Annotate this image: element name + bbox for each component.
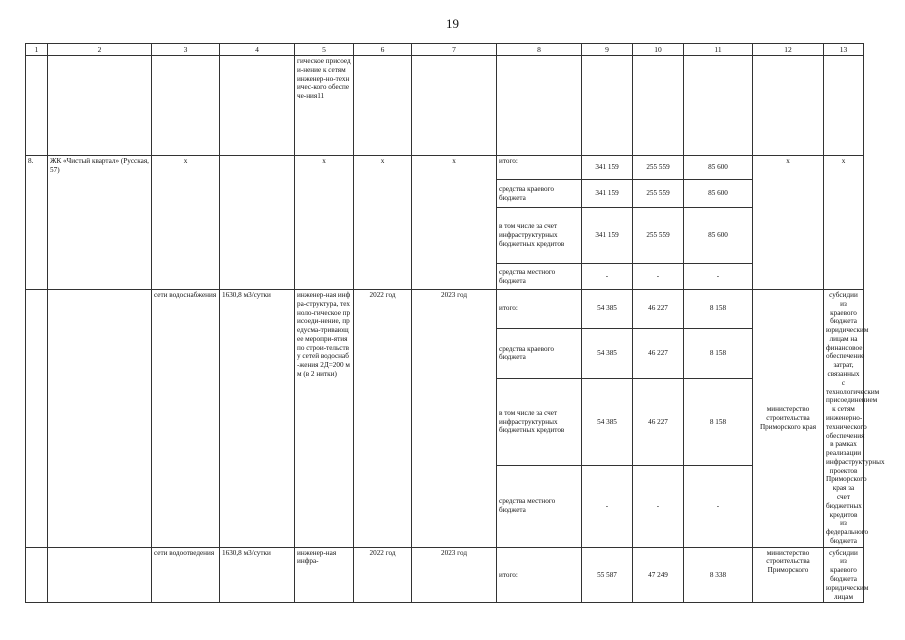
header-cell: 8: [497, 44, 582, 56]
item-col6: х: [354, 156, 412, 290]
fin-value-9: 341 159: [582, 156, 633, 180]
fin-label: в том числе за счет инфраструктурных бюджетных кредитов: [497, 208, 582, 264]
fin-value-10: 46 227: [633, 290, 684, 329]
fin-value-10: -: [633, 264, 684, 290]
item-col12: х: [753, 156, 824, 290]
header-cell: 9: [582, 44, 633, 56]
water-network-name: сети водоснабжения: [152, 290, 220, 548]
fin-label: средства местного бюджета: [497, 264, 582, 290]
header-cell: 5: [295, 44, 354, 56]
sewer-end-year: 2023 год: [412, 547, 497, 603]
header-row: [26, 44, 864, 56]
fin-value-10: 255 559: [633, 156, 684, 180]
fin-value-9: 55 587: [582, 547, 633, 603]
fin-label: средства краевого бюджета: [497, 328, 582, 379]
fin-value-9: -: [582, 264, 633, 290]
item-number: 8.: [26, 156, 48, 290]
sewer-start-year: 2022 год: [354, 547, 412, 603]
water-end-year: 2023 год: [412, 290, 497, 548]
item8-total-row: [26, 156, 864, 180]
fin-label: средства краевого бюджета: [497, 180, 582, 208]
fin-value-11: 8 158: [684, 379, 753, 466]
water-description: инженер-ная инфра-структура, техноло-гическое присоеди-нение, предусма-тривающее меропри-ятия по строи-тельству сетей водоснаб-жения 2Д=200 мм (в 2 нитки): [295, 290, 354, 548]
water-note: субсидии из краевого бюджета юридическим лицам на финансовое обеспечение затрат, связанных с технологическим присоединением к сетям инженерно-технического обеспечения в рамках реализации инфраструктурных проектов Приморского края за счет бюджетных кредитов из федерального бюджета: [824, 290, 864, 548]
fin-value-10: 255 559: [633, 180, 684, 208]
sewer-description: инженер-ная инфра-: [295, 547, 354, 603]
header-cell: 3: [152, 44, 220, 56]
fin-label: средства местного бюджета: [497, 465, 582, 547]
water-total-row: [26, 290, 864, 329]
header-cell: 11: [684, 44, 753, 56]
fin-value-10: 255 559: [633, 208, 684, 264]
fin-value-10: -: [633, 465, 684, 547]
water-start-year: 2022 год: [354, 290, 412, 548]
fin-value-11: 85 600: [684, 156, 753, 180]
water-capacity: 1630,8 м3/сутки: [220, 290, 295, 548]
fin-label: итого:: [497, 547, 582, 603]
fin-value-9: -: [582, 465, 633, 547]
sewer-network-name: сети водоотведения: [152, 547, 220, 603]
fin-value-11: 8 338: [684, 547, 753, 603]
item-col3: х: [152, 156, 220, 290]
sewer-capacity: 1630,8 м3/сутки: [220, 547, 295, 603]
fin-value-11: -: [684, 264, 753, 290]
header-cell: 10: [633, 44, 684, 56]
item-col7: х: [412, 156, 497, 290]
item-name: ЖК «Чистый квартал» (Русская, 57): [48, 156, 152, 290]
page-number: 19: [446, 16, 459, 31]
header-cell: 7: [412, 44, 497, 56]
item-col13: х: [824, 156, 864, 290]
fin-value-9: 54 385: [582, 379, 633, 466]
header-cell: 12: [753, 44, 824, 56]
fin-value-11: -: [684, 465, 753, 547]
header-cell: 4: [220, 44, 295, 56]
fin-value-11: 85 600: [684, 208, 753, 264]
fin-value-9: 341 159: [582, 208, 633, 264]
fin-value-10: 46 227: [633, 328, 684, 379]
fin-label: итого:: [497, 156, 582, 180]
fin-value-9: 341 159: [582, 180, 633, 208]
fin-value-10: 47 249: [633, 547, 684, 603]
fin-label: в том числе за счет инфраструктурных бюджетных кредитов: [497, 379, 582, 466]
fin-value-10: 46 227: [633, 379, 684, 466]
header-cell: 6: [354, 44, 412, 56]
fin-value-9: 54 385: [582, 290, 633, 329]
header-cell: 13: [824, 44, 864, 56]
fin-value-11: 8 158: [684, 328, 753, 379]
water-ministry: министерство строительства Приморского края: [753, 290, 824, 548]
program-table: [25, 43, 885, 603]
fin-value-9: 54 385: [582, 328, 633, 379]
header-cell: 2: [48, 44, 152, 56]
sewer-ministry: министерство строительства Приморского: [753, 547, 824, 603]
fin-value-11: 8 158: [684, 290, 753, 329]
continuation-row: [26, 56, 864, 156]
sewer-total-row: [26, 547, 864, 603]
item-col5: х: [295, 156, 354, 290]
header-cell: 1: [26, 44, 48, 56]
fin-value-11: 85 600: [684, 180, 753, 208]
sewer-note: субсидии из краевого бюджета юридическим лицам: [824, 547, 864, 603]
fin-label: итого:: [497, 290, 582, 329]
continuation-description: гическое присоеди-нение к сетям инженер-но-техничес-кого обеспече-ния11: [295, 56, 354, 156]
